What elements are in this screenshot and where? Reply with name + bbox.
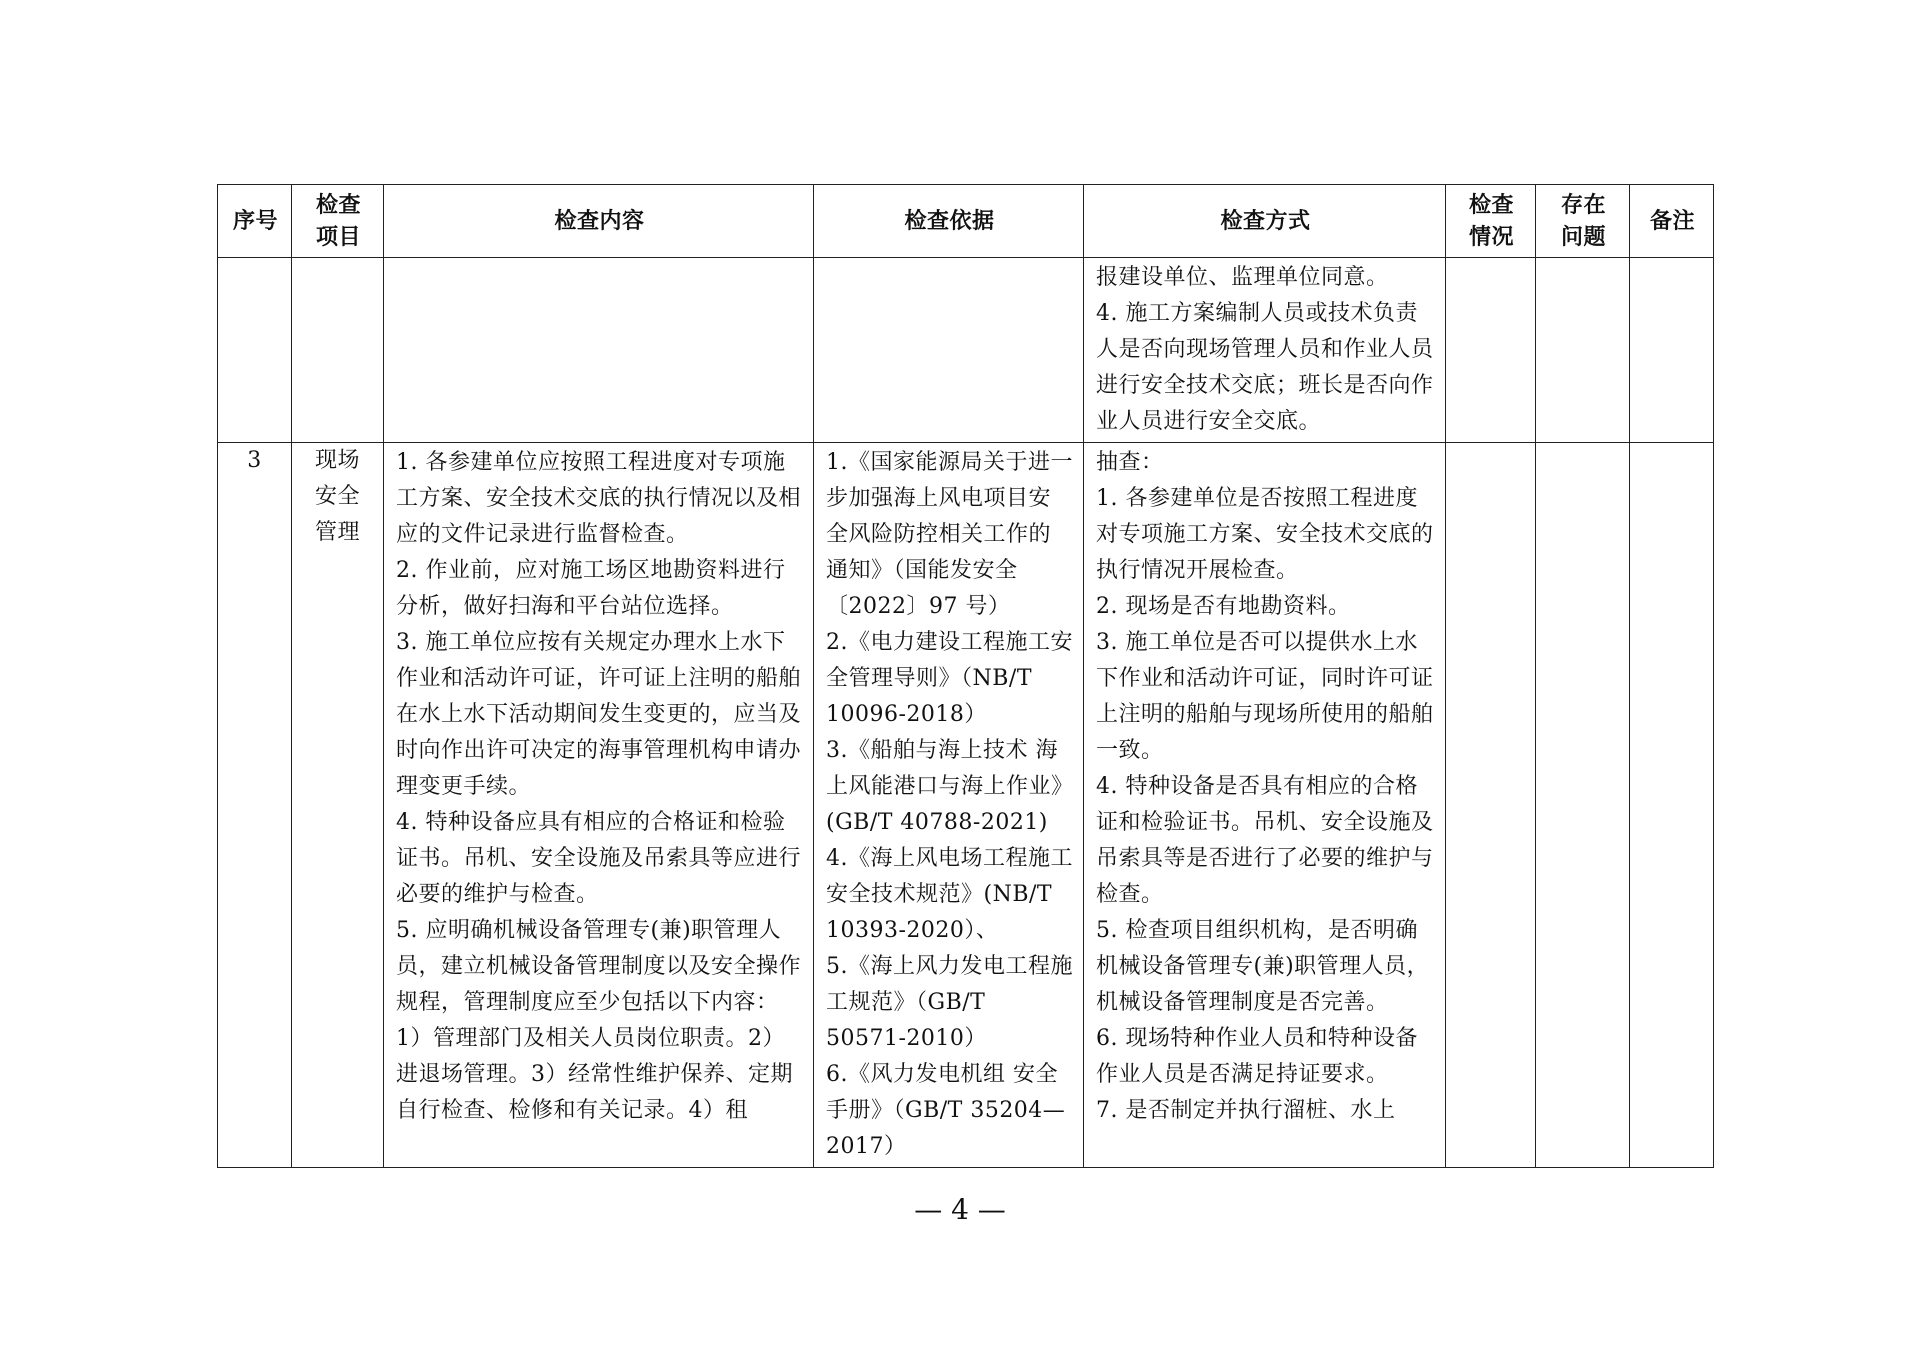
cell-issues [1536,443,1630,1168]
cell-item [292,258,384,443]
header-no: 序号 [218,185,292,258]
header-content: 检查内容 [384,185,814,258]
cell-status [1446,258,1536,443]
cell-issues [1536,258,1630,443]
table-row [218,443,1714,1168]
header-method: 检查方式 [1084,185,1446,258]
header-status: 检查 情况 [1446,185,1536,258]
cell-content [384,258,814,443]
cell-method: 报建设单位、监理单位同意。 4. 施工方案编制人员或技术负责人是否向现场管理人员和作业人员进行安全技术交底；班长是否向作业人员进行安全交底。 [1084,258,1446,443]
cell-no [218,258,292,443]
cell-no: 3 [218,443,292,1168]
header-issues: 存在 问题 [1536,185,1630,258]
header-basis: 检查依据 [814,185,1084,258]
inspection-table [217,184,1714,1168]
cell-status [1446,443,1536,1168]
cell-basis: 1.《国家能源局关于进一步加强海上风电项目安全风险防控相关工作的通知》（国能发安全〔2022〕97 号） 2.《电力建设工程施工安全管理导则》（NB/T 10096-2018） 3.《船舶与海上技术 海上风能港口与海上作业》(GB/T 40788-2021) 4.《海上风电场工程施工安全技术规范》(NB/T 10393-2020）、 5.《海上风力发电工程施工规范》（GB/T 50571-2010） 6.《风力发电机组 安全手册》（GB/T 35204—2017） [814,443,1084,1168]
cell-content: 1. 各参建单位应按照工程进度对专项施工方案、安全技术交底的执行情况以及相应的文件记录进行监督检查。 2. 作业前，应对施工场区地勘资料进行分析，做好扫海和平台站位选择。 3. 施工单位应按有关规定办理水上水下作业和活动许可证，许可证上注明的船舶在水上水下活动期间发生变更的，应当及时向作出许可决定的海事管理机构申请办理变更手续。 4. 特种设备应具有相应的合格证和检验证书。吊机、安全设施及吊索具等应进行必要的维护与检查。 5. 应明确机械设备管理专(兼)职管理人员，建立机械设备管理制度以及安全操作规程，管理制度应至少包括以下内容： 1）管理部门及相关人员岗位职责。2）进退场管理。3）经常性维护保养、定期自行检查、检修和有关记录。4）租 [384,443,814,1168]
header-remarks: 备注 [1630,185,1714,258]
cell-method: 抽查： 1. 各参建单位是否按照工程进度对专项施工方案、安全技术交底的执行情况开展检查。 2. 现场是否有地勘资料。 3. 施工单位是否可以提供水上水下作业和活动许可证，同时许可证上注明的船舶与现场所使用的船舶一致。 4. 特种设备是否具有相应的合格证和检验证书。吊机、安全设施及吊索具等是否进行了必要的维护与检查。 5. 检查项目组织机构，是否明确机械设备管理专(兼)职管理人员，机械设备管理制度是否完善。 6. 现场特种作业人员和特种设备作业人员是否满足持证要求。 7. 是否制定并执行溜桩、水上 [1084,443,1446,1168]
table-header-row [218,185,1714,258]
page-number: — 4 — [914,1193,1006,1226]
cell-basis [814,258,1084,443]
header-item: 检查 项目 [292,185,384,258]
cell-item: 现场 安全 管理 [292,443,384,1168]
cell-remarks [1630,443,1714,1168]
table-row [218,258,1714,443]
cell-remarks [1630,258,1714,443]
